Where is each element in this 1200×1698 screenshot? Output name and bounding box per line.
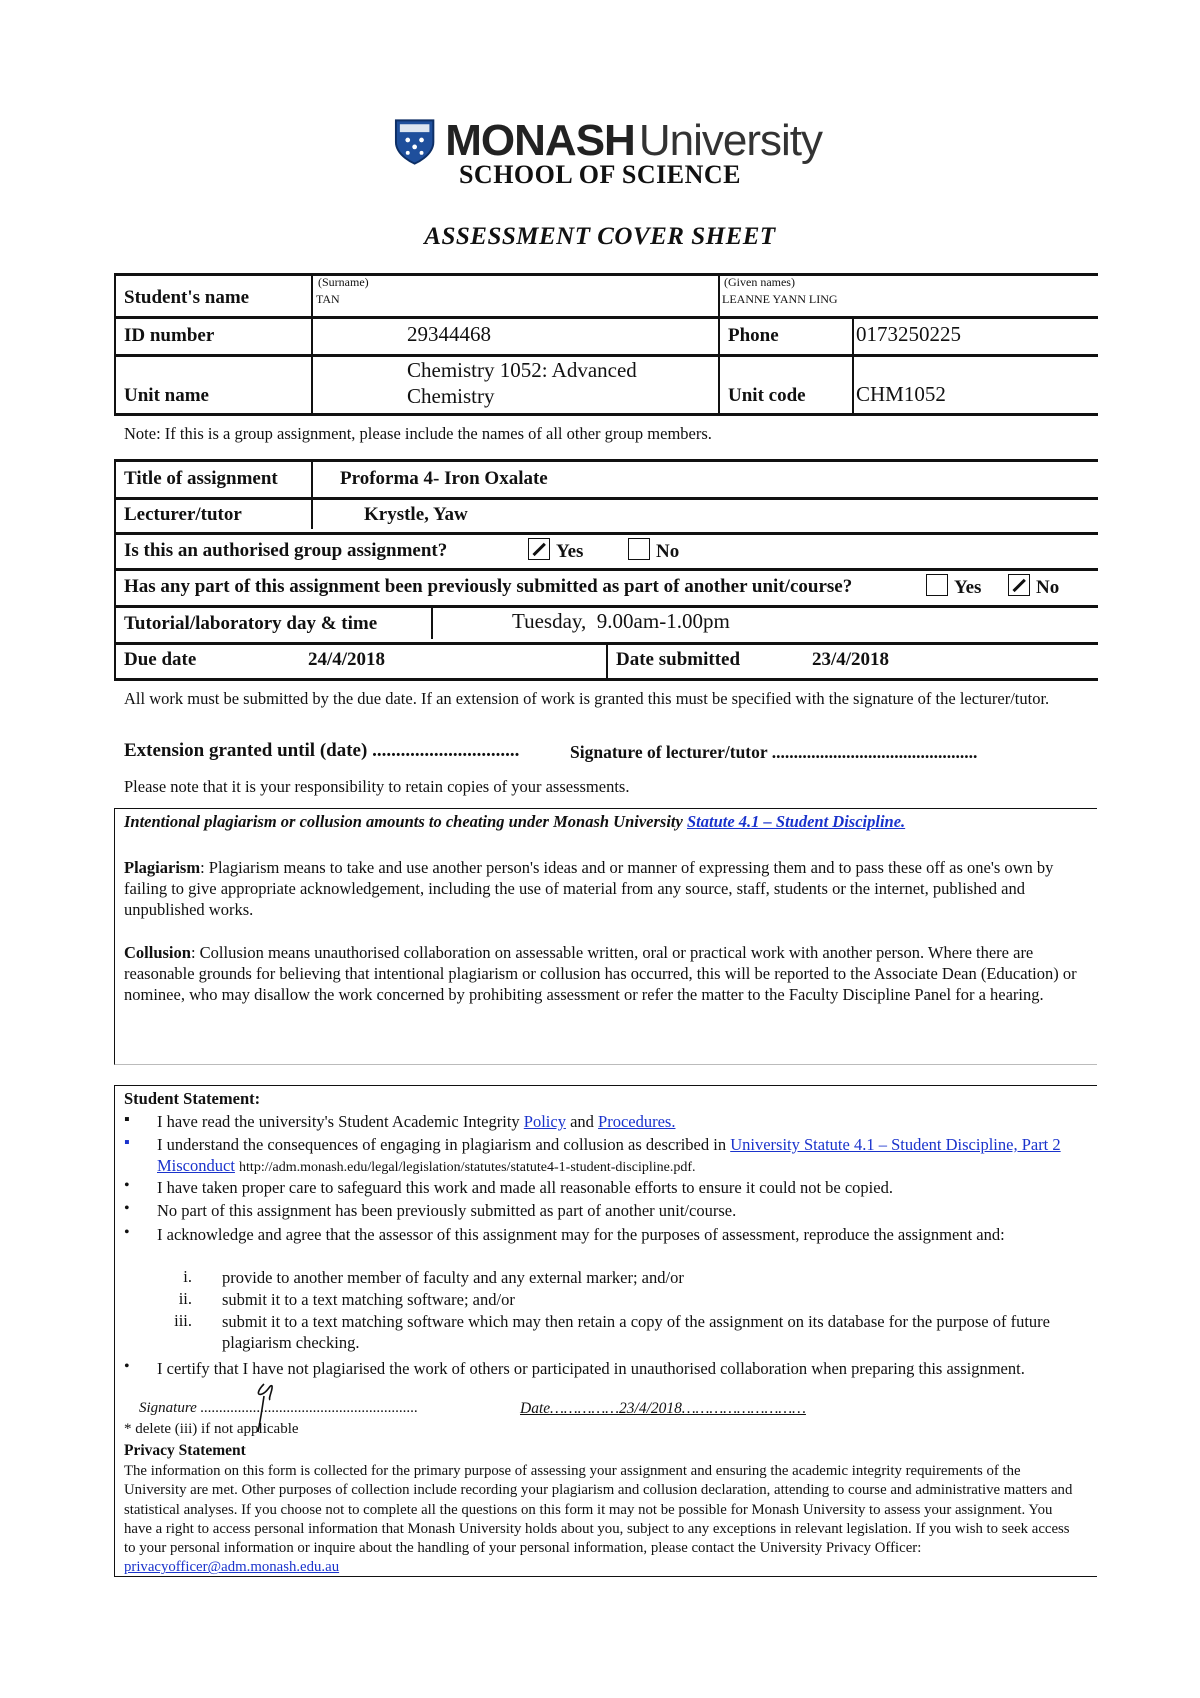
plagiarism-intro <box>124 812 1084 832</box>
bullet-icon: • <box>124 1200 130 1217</box>
statement-item-4: No part of this assignment has been previously submitted as part of another unit/course. <box>157 1201 737 1220</box>
statement-item-1-and: and <box>570 1112 594 1131</box>
unit-name-line-2: Chemistry <box>407 384 495 408</box>
prev-yes-checkbox[interactable] <box>926 574 948 596</box>
id-number-label: ID number <box>124 325 215 346</box>
statement-date-field[interactable]: Date……………23/4/2018……………………… <box>520 1400 806 1417</box>
extension-notice: All work must be submitted by the due date. If an extension of work is granted this must be specified with the signature of the lecturer/tutor. <box>124 689 1050 708</box>
statement-heading: Student Statement: <box>124 1089 261 1108</box>
extension-granted-field[interactable]: Extension granted until (date) ............................... <box>124 740 520 761</box>
unit-name-line-1: Chemistry 1052: Advanced <box>407 358 637 382</box>
plagiarism-definition <box>124 857 1084 920</box>
group-yes-checkbox[interactable] <box>528 538 550 560</box>
lecturer-label: Lecturer/tutor <box>124 504 242 525</box>
bullet-icon: • <box>124 1177 130 1194</box>
date-submitted-value[interactable]: 23/4/2018 <box>812 649 890 670</box>
surname-value[interactable]: TAN <box>316 292 340 306</box>
roman-i: i. <box>183 1267 192 1286</box>
plagiarism-term: Plagiarism <box>124 858 201 877</box>
phone-value[interactable]: 0173250225 <box>856 322 961 346</box>
roman-iii: iii. <box>174 1311 192 1330</box>
due-date-value[interactable]: 24/4/2018 <box>308 649 386 670</box>
school-title: SCHOOL OF SCIENCE <box>458 160 742 189</box>
bullet-icon: ▪ <box>124 1134 130 1151</box>
plagiarism-intro-text: Intentional plagiarism or collusion amounts to cheating under Monash University <box>124 812 683 831</box>
statement-subitem-1: provide to another member of faculty and any external marker; and/or <box>222 1268 684 1287</box>
unit-name-value[interactable] <box>407 357 637 409</box>
surname-hint: (Surname) <box>318 275 369 289</box>
retain-copies-note: Please note that it is your responsibility to retain copies of your assessments. <box>124 777 630 796</box>
phone-label: Phone <box>728 325 779 346</box>
brand-university: University <box>638 116 822 165</box>
signature-field[interactable]: Signature .......................................................... <box>139 1400 419 1416</box>
group-no-checkbox[interactable] <box>628 538 650 560</box>
prev-yes-label: Yes <box>954 577 982 598</box>
statement-item-3: I have taken proper care to safeguard this work and made all reasonable efforts to ensure it could not be copied. <box>157 1178 893 1197</box>
statement-item-6: I certify that I have not plagiarised the work of others or participated in unauthorised collaboration when preparing this assignment. <box>157 1359 1025 1378</box>
given-names-value[interactable]: LEANNE YANN LING <box>722 292 838 306</box>
student-name-label: Student's name <box>124 287 250 308</box>
title-label: Title of assignment <box>124 468 278 489</box>
brand-monash: MONASH <box>445 116 635 165</box>
lecturer-signature-field[interactable]: Signature of lecturer/tutor ............................................... <box>570 742 978 762</box>
procedures-link[interactable]: Procedures. <box>598 1112 676 1131</box>
statement-item-2-text: I understand the consequences of engaging in plagiarism and collusion as described in <box>157 1135 727 1154</box>
previous-submission-question: Has any part of this assignment been previously submitted as part of another unit/course? <box>124 576 853 597</box>
statement-item-2 <box>157 1134 1077 1178</box>
policy-link[interactable]: Policy <box>523 1112 566 1131</box>
statement-subitem-3: submit it to a text matching software which may then retain a copy of the assignment on its database for the purpose of future plagiarism checking. <box>222 1312 1050 1352</box>
roman-ii: ii. <box>178 1289 192 1308</box>
id-number-value[interactable]: 29344468 <box>407 322 491 346</box>
statement-item-5: I acknowledge and agree that the assessor of this assignment may for the purposes of assessment, reproduce the assignment and: <box>157 1225 1005 1244</box>
plagiarism-box <box>114 808 1097 1065</box>
prev-yes-option[interactable] <box>926 574 981 599</box>
prev-no-checkbox[interactable] <box>1008 574 1030 596</box>
group-no-option[interactable] <box>628 538 679 563</box>
due-date-label: Due date <box>124 649 197 670</box>
statement-subitem-2: submit it to a text matching software; and/or <box>222 1290 515 1309</box>
sheet-title: ASSESSMENT COVER SHEET <box>424 223 776 250</box>
university-statute-link[interactable]: University Statute 4.1 – Student Discipline, Part 2 Misconduct <box>157 1135 1061 1175</box>
statute-url: http://adm.monash.edu/legal/legislation/statutes/statute4-1-student-discipline.pdf. <box>239 1160 696 1175</box>
bullet-icon: • <box>124 1224 130 1241</box>
monash-crest-icon <box>392 116 437 166</box>
statute-link[interactable]: Statute 4.1 – Student Discipline. <box>686 812 906 831</box>
title-value[interactable]: Proforma 4- Iron Oxalate <box>340 468 548 489</box>
group-no-label: No <box>656 541 680 562</box>
group-note: Note: If this is a group assignment, please include the names of all other group members. <box>124 424 712 443</box>
unit-name-label: Unit name <box>124 385 209 406</box>
group-question: Is this an authorised group assignment? <box>124 540 448 561</box>
lecturer-value[interactable]: Krystle, Yaw <box>364 504 468 525</box>
given-names-hint: (Given names) <box>724 275 795 289</box>
privacy-text: The information on this form is collected for the primary purpose of assessing your assignment and ensuring the academic integrity requirements of the University are met. Other purposes of collection include recording your plagiarism and collusion declaration, attending to course and administrative matters and statistical analyses. If you choose not to complete all the questions on this form it may not be possible for Monash University to assess your assignment. You have a right to access personal information that Monash University holds about you, subject to any exceptions in relevant legislation. If you wish to seek access to your personal information or inquire about the handling of your personal information, please contact the University Privacy Officer: <box>124 1463 1073 1557</box>
prev-no-label: No <box>1036 577 1060 598</box>
statement-item-1-text: I have read the university's Student Academic Integrity <box>157 1112 520 1131</box>
delete-note: * delete (iii) if not applicable <box>124 1421 299 1437</box>
prev-no-option[interactable] <box>1008 574 1059 599</box>
unit-code-label: Unit code <box>728 385 806 406</box>
collusion-term: Collusion <box>124 943 191 962</box>
date-submitted-label: Date submitted <box>616 649 741 670</box>
tutorial-label: Tutorial/laboratory day & time <box>124 613 378 634</box>
privacy-email-link[interactable]: privacyofficer@adm.monash.edu.au <box>124 1559 340 1576</box>
privacy-heading: Privacy Statement <box>124 1442 246 1459</box>
tutorial-value[interactable]: Tuesday, 9.00am-1.00pm <box>512 609 730 633</box>
plagiarism-text: : Plagiarism means to take and use another person's ideas and or manner of expressing them and to pass these off as one's own by failing to give appropriate acknowledgement, including the use of material from any source, staff, students or the internet, published and unpublished works. <box>124 858 1054 919</box>
bullet-icon: • <box>124 1358 130 1375</box>
unit-code-value[interactable]: CHM1052 <box>856 382 946 406</box>
bullet-icon: ▪ <box>124 1111 130 1128</box>
statement-item-1 <box>157 1111 1077 1132</box>
group-yes-label: Yes <box>556 541 584 562</box>
collusion-text: : Collusion means unauthorised collaboration on assessable written, oral or practical work with another person. Where there are reasonable grounds for believing that intentional plagiarism or collusion has occurred, this will be reported to the Associate Dean (Education) or nominee, who may disallow the work concerned by prohibiting assessment or refer the matter to the Faculty Discipline Panel for a hearing. <box>124 943 1077 1004</box>
group-yes-option[interactable] <box>528 538 583 563</box>
collusion-definition <box>124 942 1084 1005</box>
privacy-statement <box>124 1462 1084 1578</box>
